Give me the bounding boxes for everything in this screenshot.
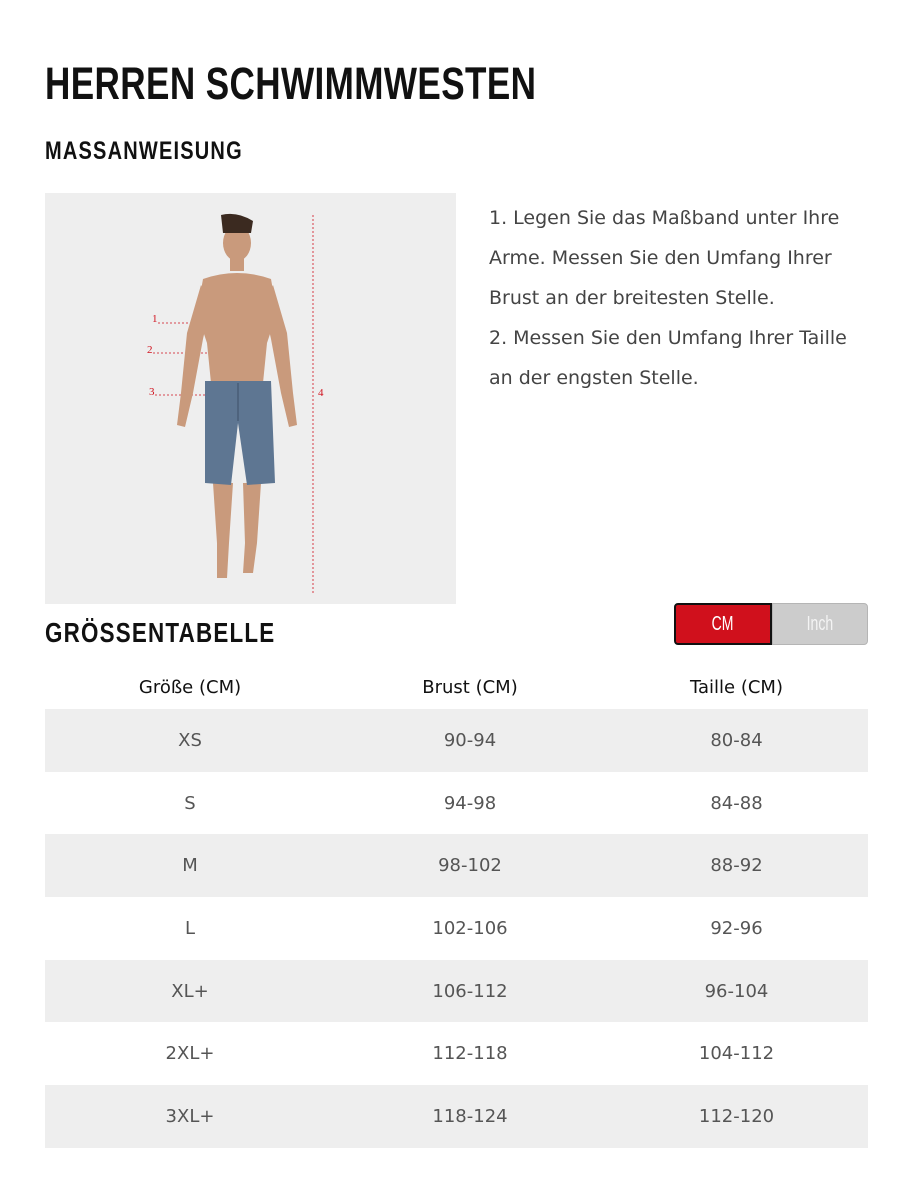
table-row bbox=[45, 1022, 868, 1085]
measure-heading: MASSANWEISUNG bbox=[45, 137, 243, 165]
waist-cell: 96-104 bbox=[704, 980, 769, 1002]
marker-1-label: 1 bbox=[152, 313, 158, 325]
size-cell: L bbox=[184, 917, 196, 939]
header-waist: Taille (CM) bbox=[690, 676, 783, 698]
chest-cell: 102-106 bbox=[432, 917, 508, 939]
chest-cell: 98-102 bbox=[438, 855, 502, 877]
chest-cell: 118-124 bbox=[432, 1105, 508, 1127]
unit-cm-button[interactable]: CM bbox=[674, 603, 772, 645]
marker-4-label: 4 bbox=[318, 387, 324, 399]
man-illustration bbox=[45, 193, 456, 604]
unit-inch-button[interactable]: Inch bbox=[772, 603, 868, 645]
table-row bbox=[45, 960, 868, 1023]
waist-cell: 104-112 bbox=[698, 1043, 775, 1065]
page-title: HERREN SCHWIMMWESTEN bbox=[45, 58, 537, 109]
waist-cell: 80-84 bbox=[710, 729, 763, 751]
measurement-instructions bbox=[489, 198, 859, 398]
chest-cell: 112-118 bbox=[432, 1043, 508, 1065]
waist-cell: 88-92 bbox=[710, 855, 763, 877]
chest-cell: 106-112 bbox=[432, 980, 508, 1002]
marker-3-label: 3 bbox=[149, 386, 155, 398]
size-table-heading: GRÖSSENTABELLE bbox=[45, 617, 276, 648]
measurement-figure bbox=[45, 193, 456, 604]
table-row bbox=[45, 834, 868, 897]
size-cell: M bbox=[182, 855, 198, 877]
waist-cell: 112-120 bbox=[698, 1105, 775, 1127]
table-row bbox=[45, 897, 868, 960]
instruction-step-1: 1. Legen Sie das Maßband unter Ihre Arme. Messen Sie den Umfang Ihrer Brust an der breitesten Stelle. bbox=[489, 207, 840, 309]
marker-2-label: 2 bbox=[147, 344, 153, 356]
waist-cell: 92-96 bbox=[710, 917, 763, 939]
header-size: Größe (CM) bbox=[138, 676, 242, 698]
size-cell: 2XL+ bbox=[165, 1043, 215, 1065]
header-chest: Brust (CM) bbox=[422, 676, 518, 698]
table-row bbox=[45, 1085, 868, 1148]
table-row bbox=[45, 709, 868, 772]
unit-toggle bbox=[674, 603, 868, 645]
size-cell: S bbox=[184, 792, 196, 814]
instruction-step-2: 2. Messen Sie den Umfang Ihrer Taille an der engsten Stelle. bbox=[489, 327, 847, 389]
size-cell: XL+ bbox=[171, 980, 209, 1002]
size-table-body bbox=[45, 709, 868, 1148]
chest-cell: 94-98 bbox=[443, 792, 497, 814]
size-cell: XS bbox=[178, 729, 202, 751]
size-cell: 3XL+ bbox=[165, 1105, 215, 1127]
size-table-header bbox=[45, 665, 868, 709]
chest-cell: 90-94 bbox=[443, 729, 497, 751]
waist-cell: 84-88 bbox=[710, 792, 763, 814]
table-row bbox=[45, 772, 868, 835]
